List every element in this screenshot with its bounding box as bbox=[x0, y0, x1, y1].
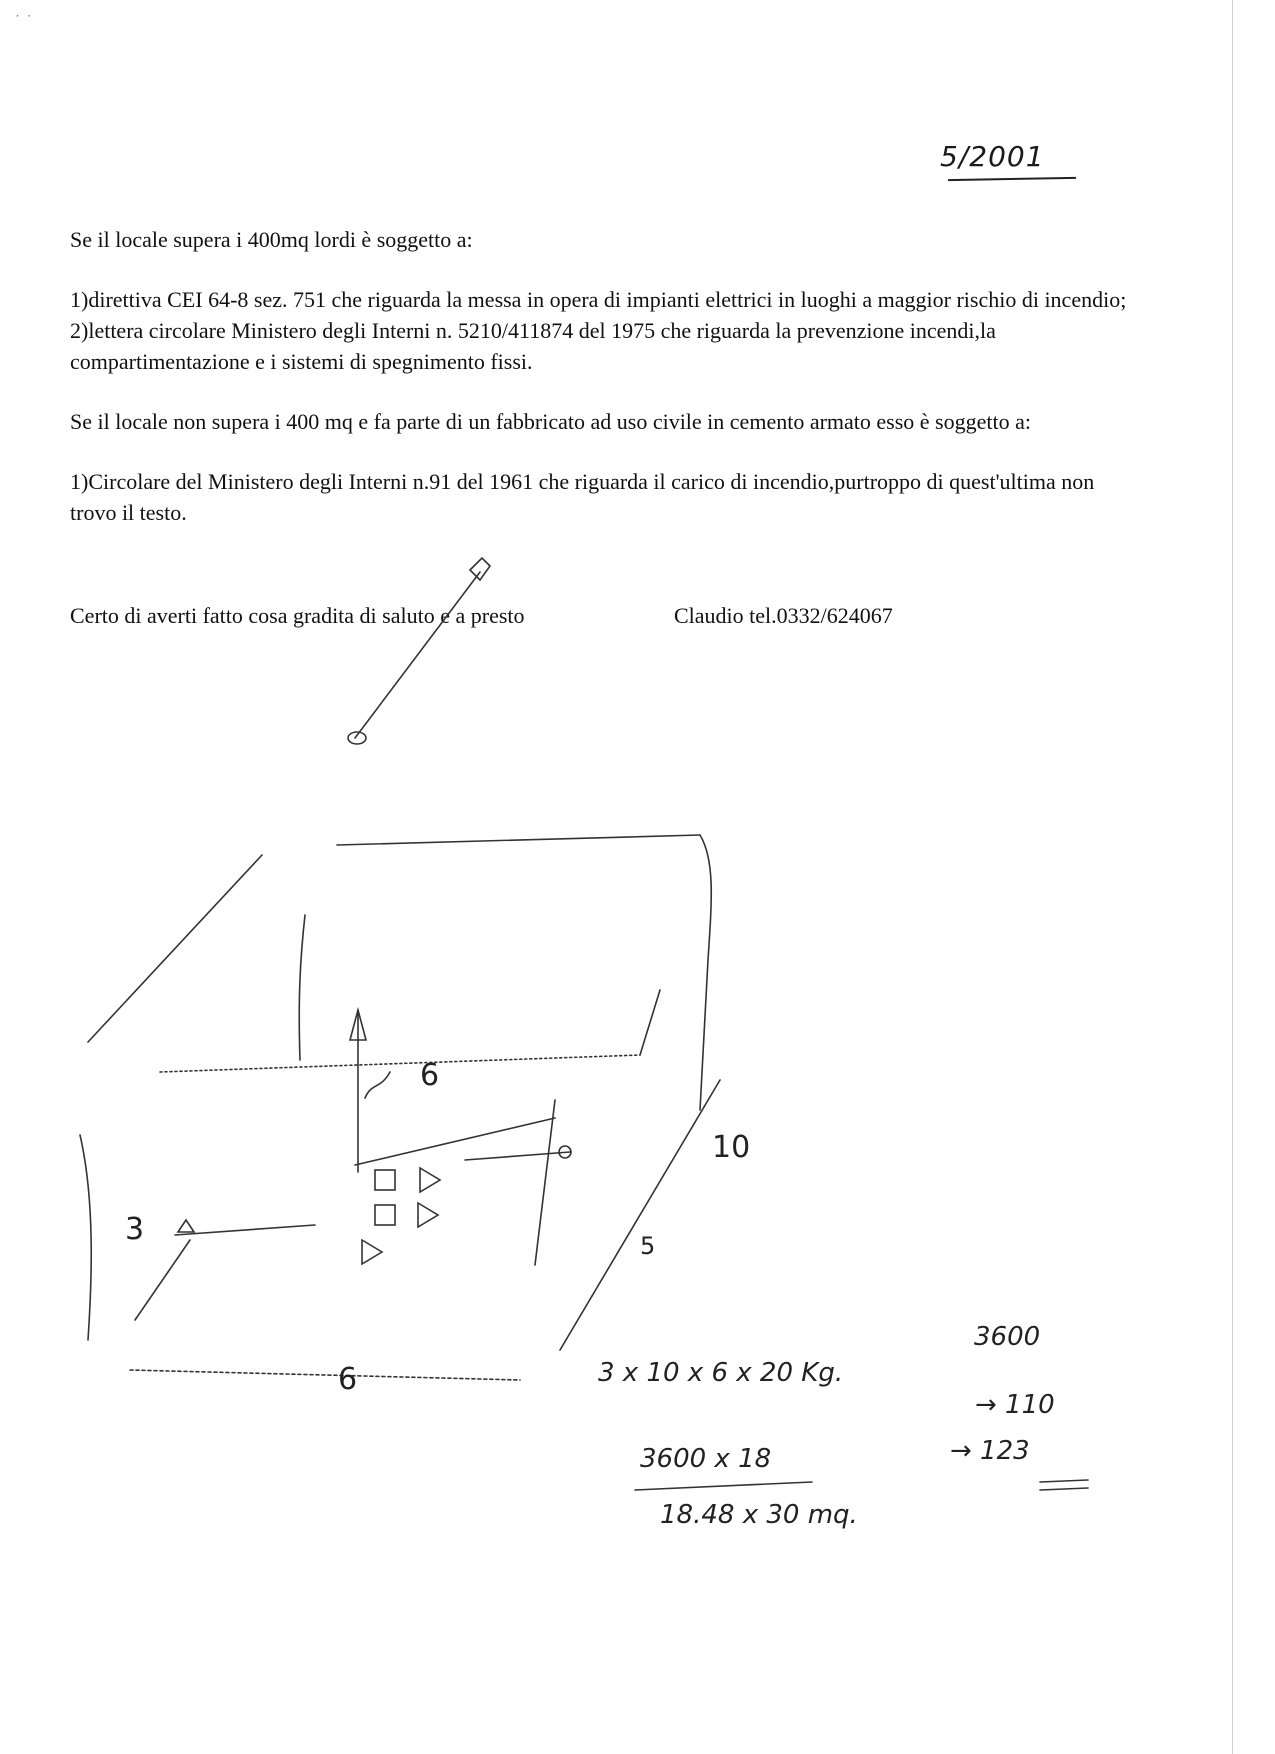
pen-mark-top bbox=[470, 558, 490, 580]
width-arrow-head bbox=[178, 1220, 194, 1232]
sketch-left-lower bbox=[135, 1240, 190, 1320]
result-underline-2 bbox=[1040, 1488, 1088, 1490]
calc-result-1: → 110 bbox=[975, 1390, 1055, 1420]
paragraph-condition: Se il locale non supera i 400 mq e fa parte di un fabbricato ad uso civile in cemento armato esso è soggetto a: bbox=[70, 409, 1031, 434]
sketch-floor-line bbox=[355, 1118, 555, 1165]
calc-numerator: 3600 x 18 bbox=[640, 1444, 772, 1474]
paragraph-item-3: 1)Circolare del Ministero degli Interni n.91 del 1961 che riguarda il carico di incendio,purtroppo di quest'ultima non trovo il testo. bbox=[70, 469, 1095, 525]
scan-mark: ˙ ˙ bbox=[14, 14, 33, 30]
sketch-depth-line bbox=[535, 1100, 555, 1265]
label-inner: 5 bbox=[640, 1232, 656, 1260]
calc-line-1: 3 x 10 x 6 x 20 Kg. bbox=[598, 1358, 844, 1388]
height-wiggle bbox=[365, 1072, 390, 1098]
sketch-left-diagonal bbox=[88, 855, 262, 1042]
mark-triangle-1 bbox=[420, 1168, 440, 1192]
result-underline-1 bbox=[1040, 1480, 1088, 1482]
sketch-mid-corner bbox=[640, 990, 660, 1055]
depth-arrow bbox=[465, 1152, 570, 1160]
sketch-top-edge bbox=[337, 835, 700, 845]
calc-result-2: → 123 bbox=[950, 1436, 1030, 1466]
sketch-right-back bbox=[700, 835, 711, 1110]
label-depth: 10 bbox=[712, 1130, 751, 1165]
pen-mark-bottom bbox=[348, 732, 366, 744]
signature: Claudio tel.0332/624067 bbox=[674, 603, 893, 628]
fraction-bar bbox=[635, 1482, 812, 1490]
calc-denominator: 18.48 x 30 mq. bbox=[660, 1500, 858, 1530]
label-left: 3 bbox=[125, 1212, 145, 1247]
sketch-inner-vertical bbox=[299, 915, 305, 1060]
paragraph-intro: Se il locale supera i 400mq lordi è soggetto a: bbox=[70, 227, 473, 252]
label-height: 6 bbox=[420, 1058, 440, 1093]
mark-square-2 bbox=[375, 1205, 395, 1225]
pen-stroke bbox=[355, 572, 480, 738]
calc-total: 3600 bbox=[974, 1322, 1041, 1352]
sketch-mid-line bbox=[160, 1055, 640, 1072]
sketch-bottom-edge bbox=[130, 1370, 520, 1380]
sketch-left-wall bbox=[80, 1135, 91, 1340]
mark-square-1 bbox=[375, 1170, 395, 1190]
reference-number: 5/2001 bbox=[940, 140, 1045, 173]
mark-triangle-3 bbox=[362, 1240, 382, 1264]
label-bottom: 6 bbox=[338, 1362, 358, 1397]
sketch-width-line bbox=[175, 1225, 315, 1235]
sketch-front-diagonal bbox=[560, 1080, 720, 1350]
closing-text: Certo di averti fatto cosa gradita di saluto e a presto bbox=[70, 603, 525, 628]
paragraph-item-1: 1)direttiva CEI 64-8 sez. 751 che riguarda la messa in opera di impianti elettrici in luoghi a maggior rischio di incendio; bbox=[70, 287, 1127, 312]
mark-triangle-2 bbox=[418, 1203, 438, 1227]
paragraph-item-2: 2)lettera circolare Ministero degli Interni n. 5210/411874 del 1975 che riguarda la prevenzione incendi,la compartimentazione e i sistemi di spegnimento fissi. bbox=[70, 318, 996, 374]
